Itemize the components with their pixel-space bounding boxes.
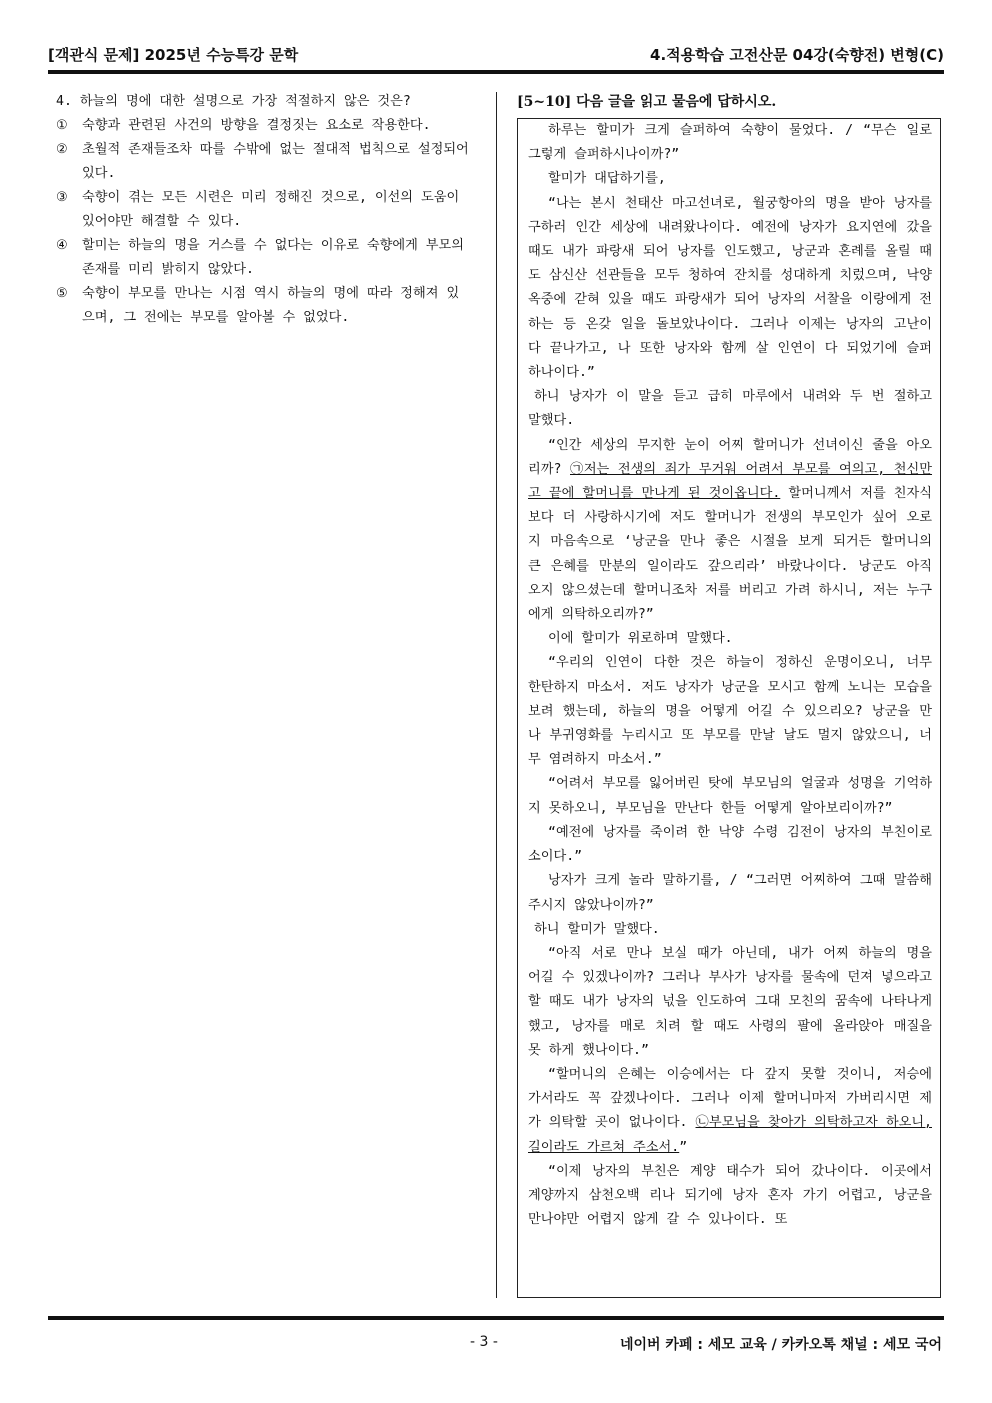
passage-paragraph: “이제 낭자의 부친은 계양 태수가 되어 갔나이다. 이곳에서 계양까지 삼천오백 리나 되기에 낭자 혼자 가기 어렵고, 낭군을 만나야만 어렵지 않게 갈 수 있나이다. 또 [528,1163,932,1228]
choice-text: 숙향이 겪는 모든 시련은 미리 정해진 것으로, 이선의 도움이 있어야만 해결할 수 있다. [82,190,460,229]
passage-section [517,90,941,1298]
footer-channel-info: 네이버 카페 : 세모 교육 / 카카오톡 채널 : 세모 국어 [619,1337,942,1353]
choice-5[interactable] [56,282,470,330]
passage-paragraph: 할미가 대답하기를, [548,171,666,187]
passage-paragraph [528,434,932,628]
passage-paragraph: 하니 낭자가 이 말을 듣고 급히 마루에서 내려와 두 번 절하고 말했다. [528,389,932,429]
passage-paragraph: 낭자가 크게 놀라 말하기를, / “그러면 어찌하여 그때 말씀해 주시지 않았나이까?” [528,873,932,913]
page-header [48,44,944,66]
question-stem: 4. 하늘의 명에 대한 설명으로 가장 적절하지 않은 것은? [56,94,411,109]
footer-rule [48,1316,944,1320]
choice-1[interactable] [56,114,470,138]
choice-text: 초월적 존재들조차 따를 수밖에 없는 절대적 법칙으로 설정되어 있다. [82,142,469,181]
passage-paragraph: 이에 할미가 위로하며 말했다. [548,631,733,647]
choice-3[interactable] [56,186,470,234]
page-number: - 3 - [470,1334,498,1350]
choice-text: 할미는 하늘의 명을 거스를 수 없다는 이유로 숙향에게 부모의 존재를 미리 밝히지 않았다. [82,238,464,277]
underlined-passage-b: ㉡부모님을 찾아가 의탁하고자 하오니, 길이라도 가르쳐 주소서. [528,1115,932,1155]
choice-number: ② [56,142,68,157]
choice-number: ④ [56,238,68,253]
passage-paragraph: “나는 본시 천태산 마고선녀로, 월궁항아의 명을 받아 낭자를 구하러 인간 세상에 내려왔나이다. 예전에 낭자가 요지연에 갔을 때도 내가 파랑새 되어 낭자를 인도했고, 낭군과 혼례를 올릴 때도 삼신산 선관들을 모두 청하여 잔치를 성대하게 치렀으며, 낙양 옥중에 갇혀 있을 때도 파랑새가 되어 낭자의 서찰을 이랑에게 전하는 등 온갖 일을 돌보았나이다. 그러나 이제는 낭자의 고난이 다 끝나가고, 나 또한 낭자와 함께 살 인연이 다 되었기에 슬퍼하나이다.” [528,195,932,381]
passage-paragraph: “어려서 부모를 잃어버린 탓에 부모님의 얼굴과 성명을 기억하지 못하오니, 부모님을 만난다 한들 어떻게 알아보리이까?” [528,776,932,816]
choice-number: ③ [56,190,68,205]
passage-paragraph: “예전에 낭자를 죽이려 한 낙양 수령 김전이 낭자의 부친이로소이다.” [528,824,932,865]
choice-number: ⑤ [56,286,68,301]
underlined-passage-a: ㉠저는 전생의 죄가 무거워 어려서 부모를 여의고, 천신만고 끝에 할머니를 만나게 된 것이옵니다. [528,461,933,502]
question-4 [56,90,470,330]
choice-text: 숙향과 관련된 사건의 방향을 결정짓는 요소로 작용한다. [82,118,431,133]
column-divider [496,92,497,1298]
choice-number: ① [56,118,68,133]
passage-paragraph [528,1063,932,1160]
header-left-title: [객관식 문제] 2025년 수능특강 문학 [48,46,299,64]
passage-text: “할머니의 은혜는 이승에서는 다 갚지 못할 것이니, 저승에 가서라도 꼭 갚겠나이다. 그러나 이제 할머니마저 가버리시면 제가 의탁할 곳이 없나이다. [528,1066,932,1131]
header-right-title: 4.적용학습 고전산문 04강(숙향전) 변형(C) [650,46,944,64]
passage-paragraph: 하니 할미가 말했다. [534,921,660,937]
passage-instruction: [5~10] 다음 글을 읽고 물음에 답하시오. [517,94,777,110]
header-rule [48,70,944,74]
passage-paragraph: “아직 서로 만나 보실 때가 아닌데, 내가 어찌 하늘의 명을 어길 수 있겠나이까? 그러나 부사가 낭자를 물속에 던져 넣으라고 할 때도 내가 낭자의 넋을 인도하여 그대 모친의 꿈속에 나타나게 했고, 낭자를 매로 치려 할 때도 사령의 팔에 올라앉아 매질을 못 하게 했나이다.” [528,945,932,1058]
passage-paragraph: “우리의 인연이 다한 것은 하늘이 정하신 운명이오니, 너무 한탄하지 마소서. 저도 낭자가 낭군을 모시고 함께 노니는 모습을 보려 했는데, 하늘의 명을 어떻게 어길 수 있으리오? 낭군을 만나 부귀영화를 누리시고 또 부모를 만날 날도 멀지 않았으니, 너무 염려하지 마소서.” [528,655,932,768]
passage-box [517,118,941,1298]
choice-2[interactable] [56,138,470,186]
passage-text: “인간 세상의 무지한 눈이 어찌 할머니가 선녀이신 줄을 아오리까? [528,437,932,477]
choice-text: 숙향이 부모를 만나는 시점 역시 하늘의 명에 따라 정해져 있으며, 그 전에는 부모를 알아볼 수 없었다. [82,286,460,325]
passage-text: ” [679,1139,688,1155]
passage-paragraph: 하루는 할미가 크게 슬퍼하여 숙향이 물었다. / “무슨 일로 그렇게 슬퍼하시나이까?” [528,123,932,163]
choice-4[interactable] [56,234,470,282]
passage-text: 할머니께서 저를 친자식보다 더 사랑하시기에 저도 할머니가 전생의 부모인가 싶어 오로지 마음속으로 ‘낭군을 만나 좋은 시절을 보게 되거든 할머니의 큰 은혜를 만분의 일이라도 갚으리라’ 바랐나이다. 낭군도 아직 오지 않으셨는데 할머니조차 저를 버리고 가려 하시니, 저는 누구에게 의탁하오리까?” [528,486,932,623]
